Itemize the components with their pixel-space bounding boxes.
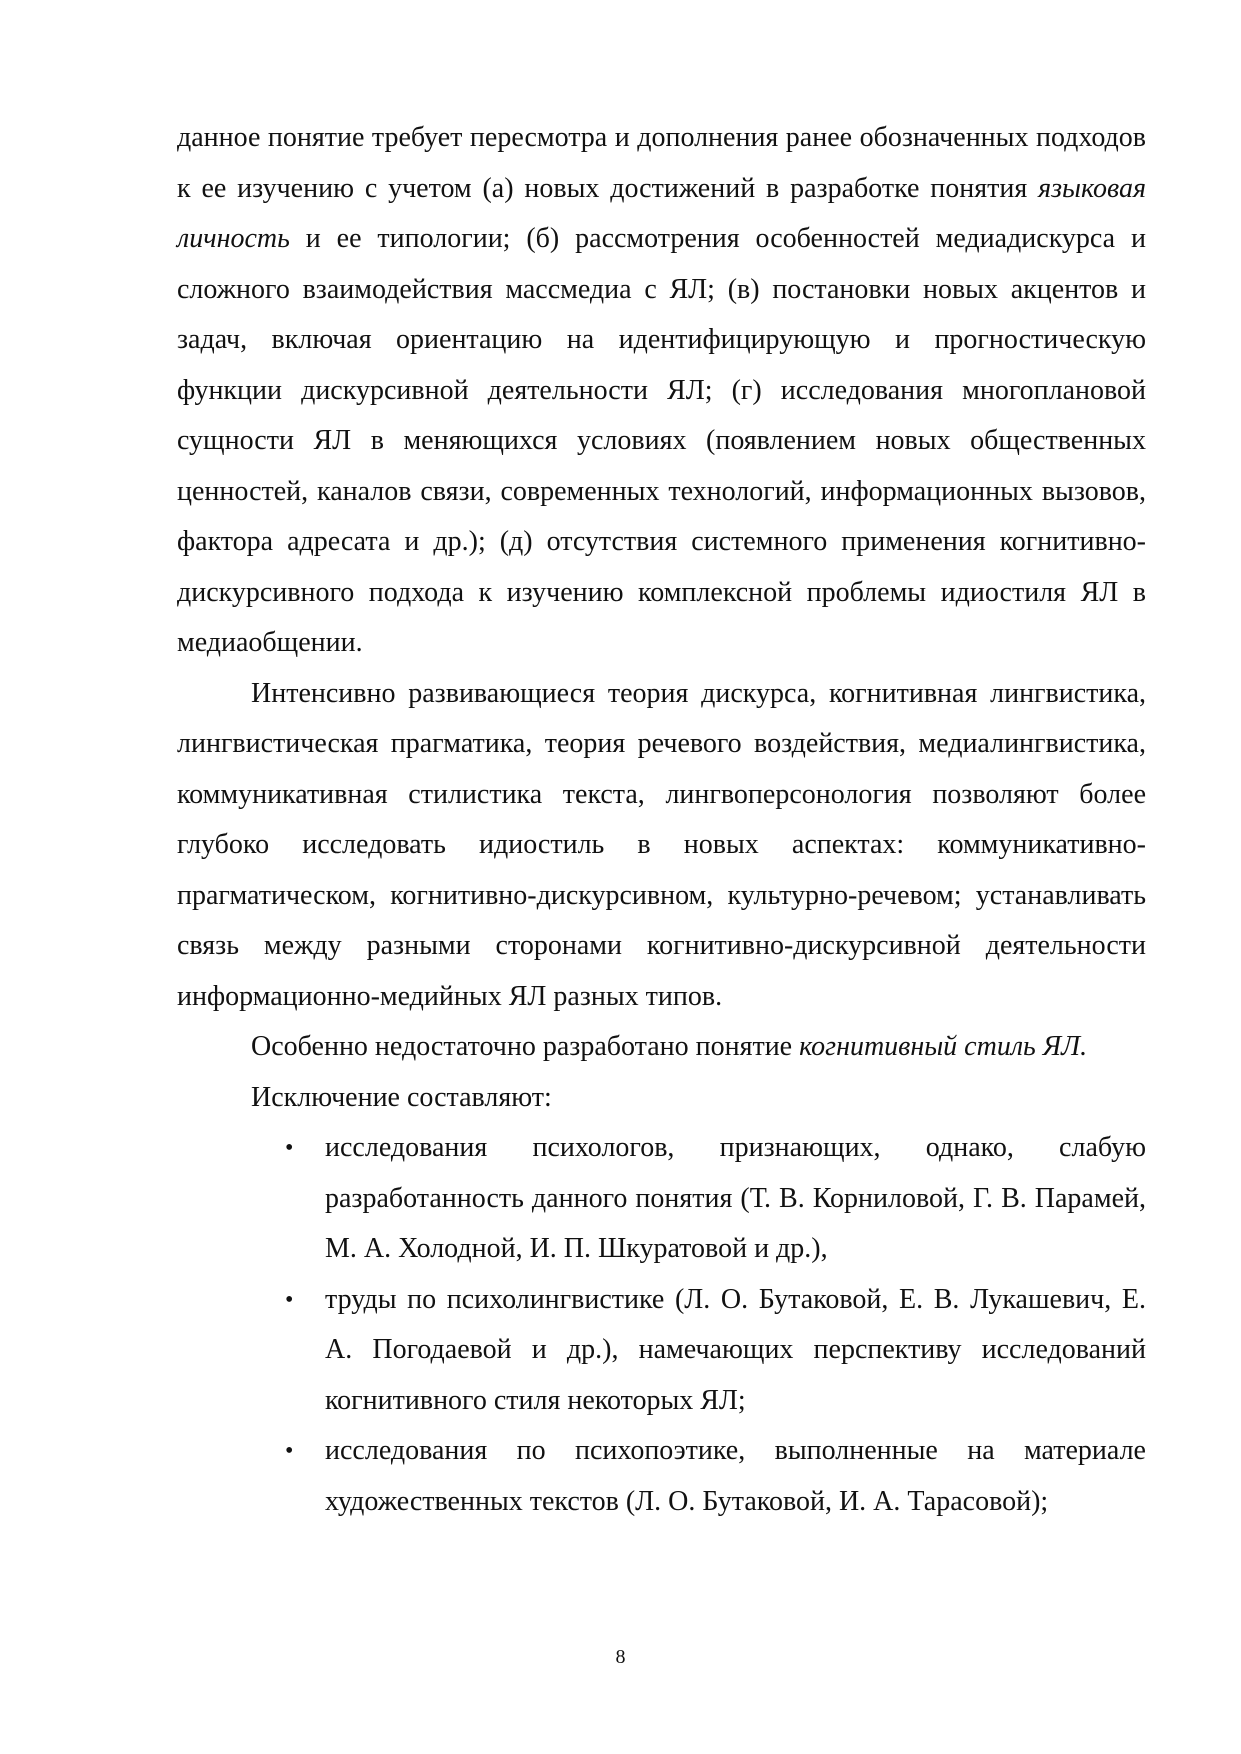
bullet-text-3: исследования по психопоэтике, выполненные на материале художественных текстов (Л. О. Бутаковой, И. А. Тарасовой); (325, 1435, 1146, 1517)
bullet-icon: • (285, 1135, 294, 1161)
paragraph-3 (177, 1022, 1146, 1073)
paragraph-1-term: языковая личность (177, 172, 1146, 254)
bullet-icon: • (285, 1438, 294, 1464)
bullet-text-2: труды по психолингвистике (Л. О. Бутаковой, Е. В. Лукашевич, Е. А. Погодаевой и др.), намечающих перспективу исследований когнитивного стиля некоторых ЯЛ; (325, 1283, 1146, 1416)
paragraph-4: Исключение составляют: (251, 1081, 552, 1113)
bullet-item-1 (285, 1123, 1146, 1275)
bullet-item-3 (285, 1426, 1146, 1527)
paragraph-1 (177, 113, 1146, 669)
paragraph-3-term: когнитивный стиль ЯЛ. (799, 1031, 1088, 1062)
page-number: 8 (615, 1646, 626, 1668)
paragraph-2: Интенсивно развивающиеся теория дискурса, когнитивная лингвистика, лингвистическая прагматика, теория речевого воздействия, медиалингвистика, коммуникативная стилистика текста, лингвоперсонология позволяют более глубоко исследовать идиостиль в новых аспектах: коммуникативно-прагматическом, когнитивно-дискурсивном, культурно-речевом; устанавливать связь между разными сторонами когнитивно-дискурсивной деятельности информационно-медийных ЯЛ разных типов. (177, 677, 1146, 1012)
bullet-icon: • (285, 1286, 294, 1313)
bullet-item-2 (285, 1275, 1146, 1427)
paragraph-3-start: Особенно недостаточно разработано понятие (251, 1031, 793, 1062)
bullet-text-1: исследования психологов, признающих, однако, слабую разработанность данного понятия (Т. В. Корниловой, Г. В. Парамей, М. А. Холодной, И. П. Шкуратовой и др.), (325, 1132, 1146, 1264)
paragraph-1-rest: и ее типологии; (б) рассмотрения особенностей медиадискурса и сложного взаимодействия массмедиа с ЯЛ; (в) постановки новых акцентов и задач, включая ориентацию на идентифицирующую и прогностическую функции дискурсивной деятельности ЯЛ; (г) исследования многоплановой сущности ЯЛ в меняющихся условиях (появлением новых общественных ценностей, каналов связи, современных технологий, информационных вызовов, фактора адресата и др.); (д) отсутствия системного применения когнитивно-дискурсивного подхода к изучению комплексной проблемы идиостиля ЯЛ в медиаобщении. (177, 223, 1146, 658)
bullet-list (177, 1123, 1146, 1527)
paragraph-1-start: данное понятие требует пересмотра и дополнения ранее обозначенных подходов к ее изучению с учетом (а) новых достижений в разработке понятия (177, 122, 1146, 204)
body-text (177, 113, 1146, 1527)
